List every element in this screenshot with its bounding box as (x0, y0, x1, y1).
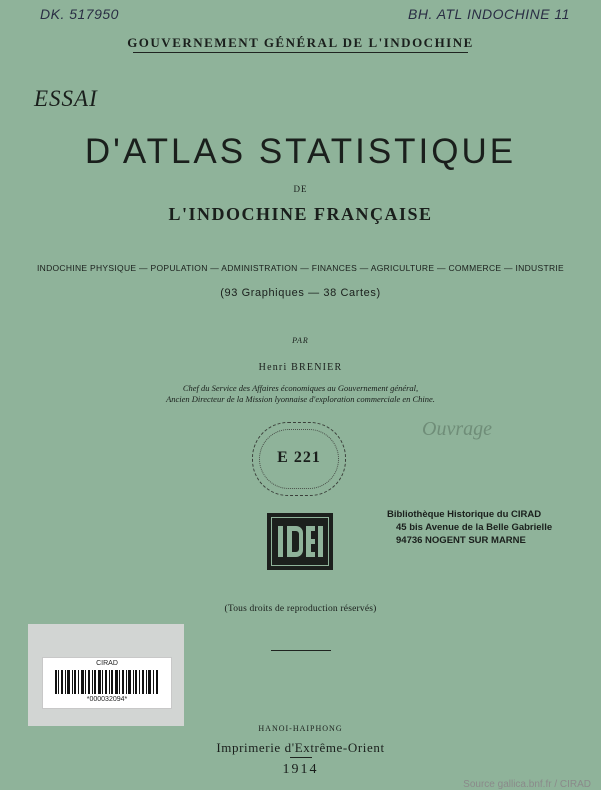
stamp-code: E 221 (277, 449, 321, 466)
author-role-line-1: Chef du Service des Affaires économiques au Gouvernement général, (182, 383, 419, 393)
library-city: 94736 NOGENT SUR MARNE (396, 535, 526, 546)
library-address-stamp (387, 508, 552, 547)
barcode-icon (55, 670, 159, 694)
library-name: Bibliothèque Historique du CIRAD (387, 509, 542, 520)
topics-line: INDOCHINE PHYSIQUE — POPULATION — ADMINISTRATION — FINANCES — AGRICULTURE — COMMERCE — INDUSTRIE (36, 263, 565, 273)
barcode-label (42, 657, 172, 709)
publisher-logo-mark (272, 518, 328, 565)
title-de: DE (293, 184, 308, 194)
header-rule (133, 52, 468, 53)
rights-notice: (Tous droits de reproduction réservés) (224, 604, 377, 614)
author-role-line-2: Ancien Directeur de la Mission lyonnaise d'exploration commerciale en Chine. (166, 394, 435, 404)
author-role (0, 383, 601, 405)
publisher-logo (267, 513, 333, 570)
library-stamp (252, 422, 346, 496)
graphics-count: (93 Graphiques — 38 Cartes) (220, 287, 381, 299)
source-credit: Source gallica.bnf.fr / CIRAD (463, 779, 591, 790)
barcode-owner: CIRAD (96, 660, 118, 667)
faint-margin-note: Ouvrage (422, 418, 492, 440)
imprint-printer: Imprimerie d'Extrême-Orient (216, 740, 385, 755)
rights-rule (271, 650, 331, 651)
government-header: GOUVERNEMENT GÉNÉRAL DE L'INDOCHINE (127, 35, 474, 50)
barcode-number: *000032094* (86, 696, 128, 703)
byline-par: PAR (292, 336, 309, 345)
handwritten-call-number-left: DK. 517950 (40, 6, 119, 22)
imprint-rule (290, 757, 312, 758)
library-street: 45 bis Avenue de la Belle Gabrielle (396, 522, 553, 533)
author-name: Henri BRENIER (258, 362, 343, 373)
imprint-year: 1914 (282, 762, 319, 777)
imprint-city: HANOI-HAIPHONG (258, 724, 343, 733)
title-main: D'ATLAS STATISTIQUE (84, 132, 517, 171)
publisher-logo-frame (271, 517, 329, 566)
title-subject: L'INDOCHINE FRANÇAISE (168, 204, 433, 224)
handwritten-call-number-right: BH. ATL INDOCHINE 11 (408, 6, 570, 22)
title-essai: ESSAI (34, 86, 98, 111)
